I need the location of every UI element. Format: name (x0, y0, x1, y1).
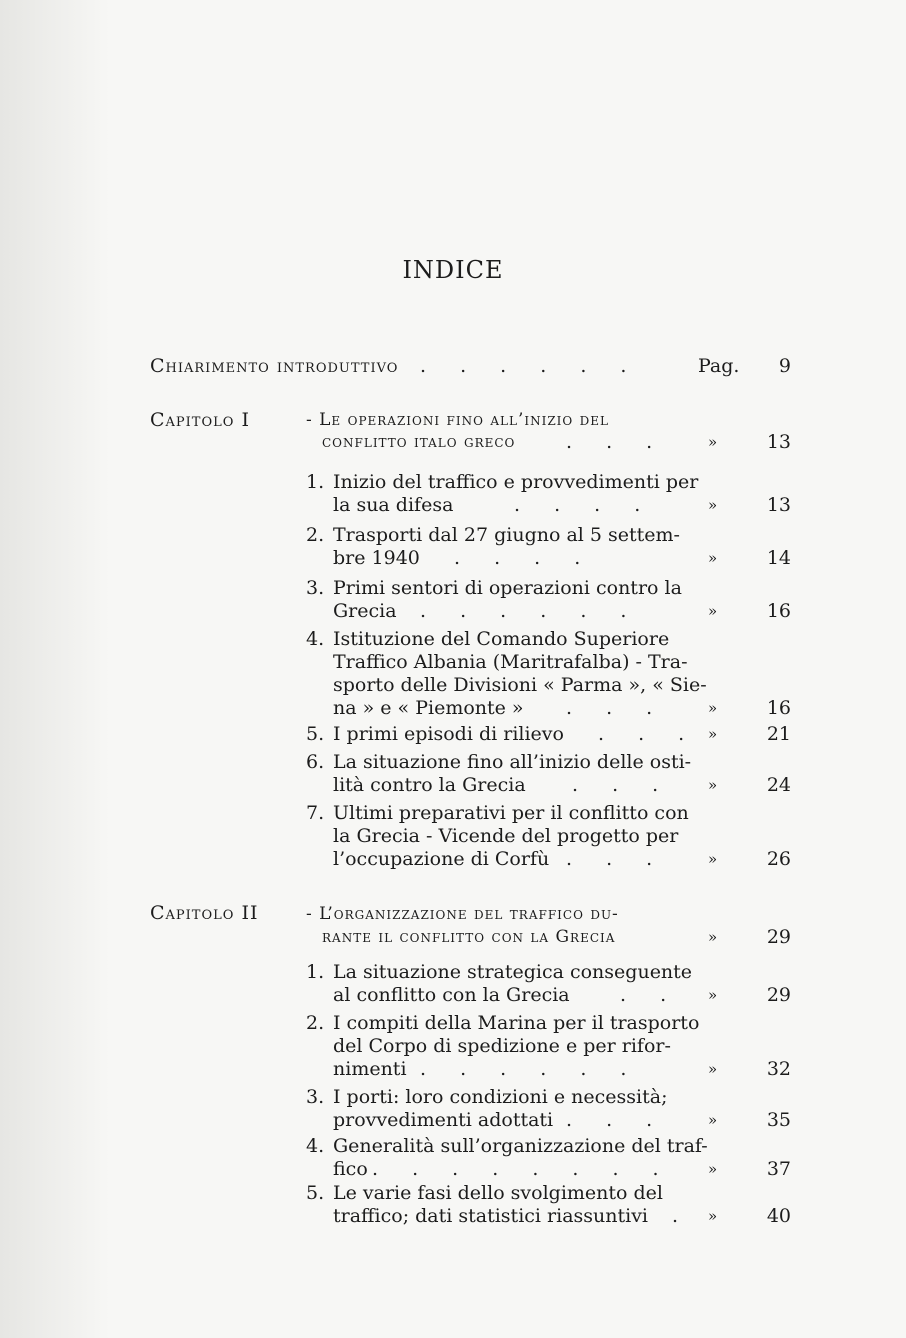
leader-dots: . . . (566, 431, 667, 453)
leader-dots: . . . (566, 697, 667, 719)
page-number: 32 (766, 1058, 791, 1080)
section-number: 5. (306, 723, 325, 745)
section-title-line: bre 1940 (333, 547, 420, 569)
section-title-line: traffico; dati statistici riassuntivi (333, 1205, 649, 1227)
leader-dots: . . . . . . (420, 1058, 641, 1080)
chapter-title-line: - L’organizzazione del traffico du- (306, 904, 619, 924)
leader-dots: . . . (566, 848, 667, 870)
section-title-line: la Grecia - Vicende del progetto per (333, 825, 679, 847)
page-number: 26 (766, 848, 791, 870)
section-title-line: Primi sentori di operazioni contro la (333, 577, 682, 599)
section-number: 3. (306, 1086, 325, 1108)
section-number: 1. (306, 471, 325, 493)
leader-dots: . . . . (454, 547, 595, 569)
chapter-label: Capitolo I (150, 409, 250, 431)
ditto-mark: » (708, 699, 718, 717)
pag-label: Pag. (698, 355, 740, 377)
ditto-mark: » (708, 549, 718, 567)
chapter-title-line: rante il conflitto con la Grecia (322, 927, 616, 947)
page-number: 16 (766, 697, 791, 719)
ditto-mark: » (708, 986, 718, 1004)
page-number: 40 (766, 1205, 791, 1227)
page-number: 35 (766, 1109, 791, 1131)
leader-dots: . (672, 1205, 693, 1227)
ditto-mark: » (708, 1060, 718, 1078)
section-number: 4. (306, 628, 325, 650)
section-title-line: Generalità sull’organizzazione del traf- (333, 1135, 708, 1157)
page-number: 29 (766, 984, 791, 1006)
leader-dots: . . . . . . . . (372, 1158, 673, 1180)
section-title-line: Grecia (333, 600, 397, 622)
leader-dots: . . . (598, 723, 699, 745)
section-number: 2. (306, 1012, 325, 1034)
ditto-mark: » (708, 850, 718, 868)
section-title-line: provvedimenti adottati (333, 1109, 554, 1131)
leader-dots: . . . . (514, 494, 655, 516)
intro-label: Chiarimento introduttivo (150, 355, 399, 377)
section-title-line: La situazione fino all’inizio delle osti- (333, 751, 692, 773)
page-edge-shadow (0, 0, 110, 1338)
section-title-line: la sua difesa (333, 494, 454, 516)
ditto-mark: » (708, 928, 718, 946)
ditto-mark: » (708, 433, 718, 451)
page-number: 29 (766, 926, 791, 948)
section-title-line: lità contro la Grecia (333, 774, 526, 796)
chapter-title-line: conflitto italo greco (322, 432, 516, 452)
section-number: 2. (306, 524, 325, 546)
section-title-line: I primi episodi di rilievo (333, 723, 564, 745)
ditto-mark: » (708, 496, 718, 514)
page-number: 16 (766, 600, 791, 622)
ditto-mark: » (708, 1111, 718, 1129)
leader-dots: . . . . . . (420, 355, 641, 377)
section-number: 6. (306, 751, 325, 773)
section-title-line: na » e « Piemonte » (333, 697, 524, 719)
section-title-line: Traffico Albania (Maritrafalba) - Tra- (333, 651, 688, 673)
ditto-mark: » (708, 602, 718, 620)
page-number: 13 (766, 431, 791, 453)
chapter-title-line: - Le operazioni fino all’inizio del (306, 410, 609, 430)
ditto-mark: » (708, 776, 718, 794)
page-number: 14 (766, 547, 791, 569)
section-title-line: fico (333, 1158, 368, 1180)
section-title-line: al conflitto con la Grecia (333, 984, 570, 1006)
section-title-line: l’occupazione di Corfù (333, 848, 550, 870)
section-title-line: del Corpo di spedizione e per rifor- (333, 1035, 671, 1057)
ditto-mark: » (708, 1160, 718, 1178)
section-number: 4. (306, 1135, 325, 1157)
section-number: 1. (306, 961, 325, 983)
chapter-label: Capitolo II (150, 902, 259, 924)
section-title-line: Le varie fasi dello svolgimento del (333, 1182, 664, 1204)
page-number: 13 (766, 494, 791, 516)
page-number: 9 (778, 355, 791, 377)
page-number: 37 (766, 1158, 791, 1180)
leader-dots: . . . (566, 1109, 667, 1131)
section-title-line: I porti: loro condizioni e necessità; (333, 1086, 668, 1108)
section-number: 5. (306, 1182, 325, 1204)
section-title-line: Inizio del traffico e provvedimenti per (333, 471, 699, 493)
section-number: 7. (306, 802, 325, 824)
ditto-mark: » (708, 725, 718, 743)
section-title-line: Ultimi preparativi per il conflitto con (333, 802, 689, 824)
leader-dots: . . (620, 984, 681, 1006)
section-title-line: nimenti (333, 1058, 407, 1080)
section-title-line: Trasporti dal 27 giugno al 5 settem- (333, 524, 680, 546)
section-title-line: I compiti della Marina per il trasporto (333, 1012, 700, 1034)
leader-dots: . . . (572, 774, 673, 796)
leader-dots: . . . . . . (420, 600, 641, 622)
page-number: 24 (766, 774, 791, 796)
section-title-line: La situazione strategica conseguente (333, 961, 693, 983)
ditto-mark: » (708, 1207, 718, 1225)
section-title-line: Istituzione del Comando Superiore (333, 628, 670, 650)
section-number: 3. (306, 577, 325, 599)
page-number: 21 (766, 723, 791, 745)
page-title: INDICE (402, 256, 504, 284)
section-title-line: sporto delle Divisioni « Parma », « Sie- (333, 674, 707, 696)
